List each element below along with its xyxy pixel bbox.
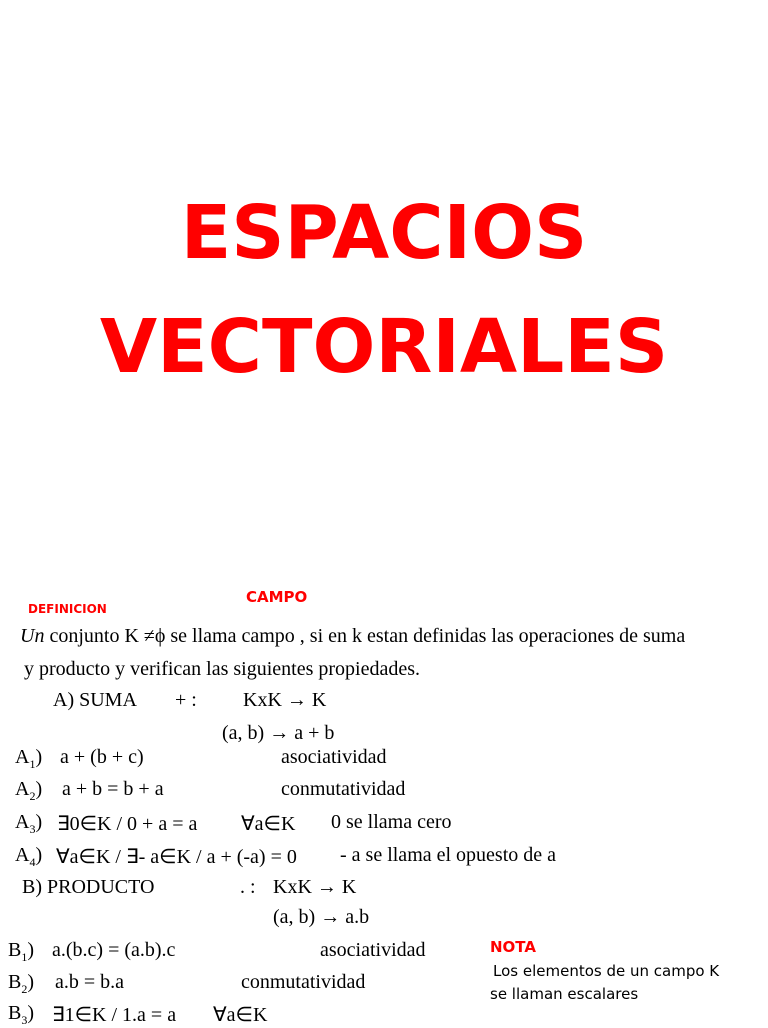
suma-property-2-name: conmutatividad bbox=[281, 778, 406, 800]
producto-property-3: $B_3$) bbox=[8, 1002, 35, 1027]
nota-line-1: Los elementos de un campo K bbox=[493, 962, 720, 980]
producto-property-1: $B_1$) bbox=[8, 939, 35, 964]
definition-line-2: y producto y verifican las siguientes propiedades. bbox=[24, 658, 420, 680]
campo-label: CAMPO bbox=[246, 588, 308, 606]
definition-italic-word: Un bbox=[20, 625, 45, 647]
suma-mapping: KxK → K bbox=[243, 689, 327, 711]
suma-property-3: $A_3$) bbox=[15, 811, 43, 836]
suma-property-2-expr: a + b = b + a bbox=[62, 778, 164, 800]
suma-property-4-name: - a se llama el opuesto de a bbox=[340, 844, 557, 866]
suma-property-1-expr: a + (b + c) bbox=[60, 746, 144, 768]
producto-property-2: $B_2$) bbox=[8, 971, 35, 996]
suma-operator: + : bbox=[175, 689, 197, 711]
suma-property-4: $A_4$) bbox=[15, 844, 43, 869]
definition-line-1 bbox=[20, 625, 685, 648]
producto-property-1-name: asociatividad bbox=[320, 939, 426, 961]
nota-label: NOTA bbox=[490, 938, 536, 956]
producto-property-3-expr: ∃1∈K / 1.a = a bbox=[52, 1004, 177, 1026]
suma-property-3-expr: ∃0∈K / 0 + a = a bbox=[57, 813, 198, 835]
producto-header: B) PRODUCTO bbox=[22, 876, 155, 898]
suma-property-3-name: 0 se llama cero bbox=[331, 811, 452, 833]
producto-property-2-expr: a.b = b.a bbox=[55, 971, 125, 993]
suma-property-1: $A_1$) bbox=[15, 746, 43, 771]
producto-rule: (a, b) → a.b bbox=[273, 906, 370, 928]
producto-property-1-expr: a.(b.c) = (a.b).c bbox=[52, 939, 176, 961]
producto-operator: . : bbox=[240, 876, 256, 898]
title-line-2: VECTORIALES bbox=[99, 304, 669, 390]
definicion-label: DEFINICION bbox=[28, 602, 107, 616]
definition-line-1-text: conjunto K ≠ϕ se llama campo , si en k estan definidas las operaciones de suma bbox=[44, 625, 686, 647]
suma-property-2: $A_2$) bbox=[15, 778, 43, 803]
producto-property-2-name: conmutatividad bbox=[241, 971, 366, 993]
suma-property-1-name: asociatividad bbox=[281, 746, 387, 768]
suma-header: A) SUMA bbox=[53, 689, 137, 711]
suma-property-4-expr: ∀a∈K / ∃- a∈K / a + (-a) = 0 bbox=[56, 846, 297, 868]
producto-mapping: KxK → K bbox=[273, 876, 357, 898]
suma-rule: (a, b) → a + b bbox=[222, 722, 335, 744]
suma-property-3-quantifier: ∀a∈K bbox=[241, 813, 296, 835]
nota-line-2: se llaman escalares bbox=[490, 985, 639, 1003]
title-line-1: ESPACIOS bbox=[180, 190, 588, 276]
producto-property-3-quantifier: ∀a∈K bbox=[213, 1004, 268, 1026]
